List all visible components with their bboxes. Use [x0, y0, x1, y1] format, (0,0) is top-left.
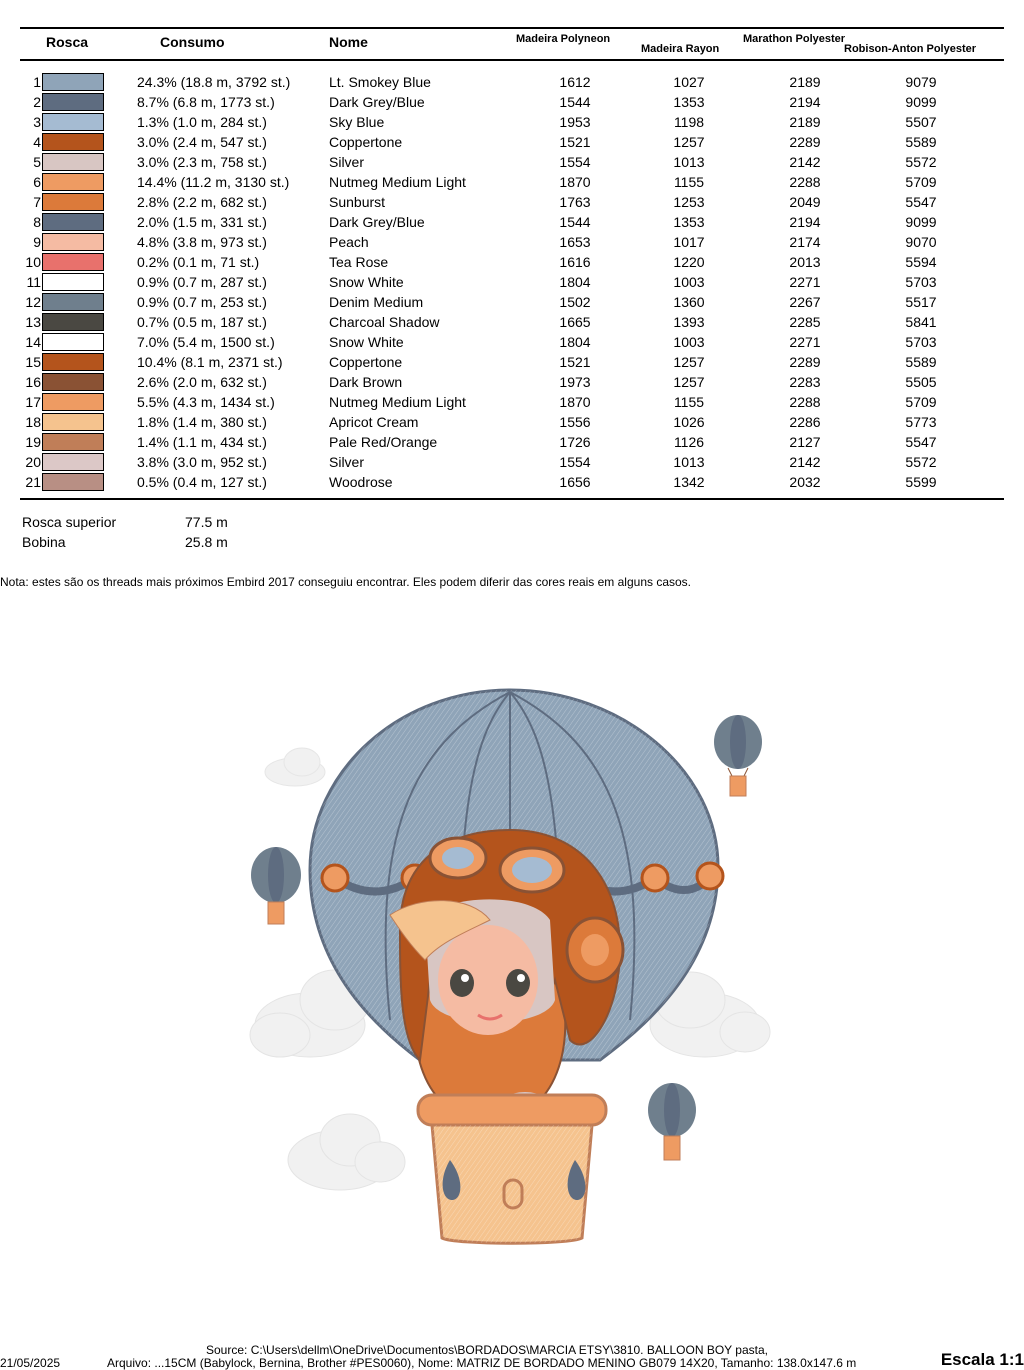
- balloon-basket: [418, 1095, 606, 1243]
- table-row: [0, 132, 1024, 152]
- row-consumo: 0.7% (0.5 m, 187 st.): [137, 314, 267, 330]
- row-madeira-polyneon: 1870: [559, 174, 591, 190]
- row-robison: 5599: [905, 474, 937, 490]
- row-consumo: 3.0% (2.3 m, 758 st.): [137, 154, 267, 170]
- row-nome: Silver: [329, 154, 365, 170]
- row-madeira-rayon: 1253: [673, 194, 705, 210]
- row-number: 17: [25, 394, 41, 410]
- row-number: 3: [33, 114, 41, 130]
- table-row: [0, 112, 1024, 132]
- row-madeira-polyneon: 1544: [559, 94, 591, 110]
- row-number: 18: [25, 414, 41, 430]
- row-number: 10: [25, 254, 41, 270]
- header-robison: Robison-Anton Polyester: [844, 43, 977, 55]
- row-madeira-polyneon: 1502: [559, 294, 591, 310]
- row-number: 15: [25, 354, 41, 370]
- table-row: [0, 292, 1024, 312]
- thread-color-swatch: [42, 293, 104, 311]
- table-row: [0, 392, 1024, 412]
- thread-color-swatch: [42, 73, 104, 91]
- thread-color-swatch: [42, 213, 104, 231]
- row-nome: Sky Blue: [329, 114, 385, 130]
- table-row: [0, 212, 1024, 232]
- table-row: [0, 232, 1024, 252]
- table-row: [0, 72, 1024, 92]
- row-madeira-rayon: 1155: [673, 394, 705, 410]
- row-madeira-rayon: 1026: [673, 414, 705, 430]
- row-consumo: 4.8% (3.8 m, 973 st.): [137, 234, 267, 250]
- row-nome: Denim Medium: [329, 294, 424, 310]
- row-robison: 5572: [905, 154, 937, 170]
- row-madeira-rayon: 1342: [673, 474, 705, 490]
- row-consumo: 0.5% (0.4 m, 127 st.): [137, 474, 267, 490]
- row-madeira-polyneon: 1763: [559, 194, 591, 210]
- row-robison: 5572: [905, 454, 937, 470]
- row-number: 8: [33, 214, 41, 230]
- header-nome: Nome: [329, 34, 368, 50]
- row-marathon: 2189: [789, 114, 821, 130]
- row-marathon: 2049: [789, 194, 821, 210]
- row-robison: 5547: [905, 194, 937, 210]
- row-robison: 9099: [905, 94, 937, 110]
- table-header-rule: [20, 59, 1004, 61]
- small-balloon-top-right: [714, 715, 762, 796]
- row-number: 14: [25, 334, 41, 350]
- row-consumo: 2.8% (2.2 m, 682 st.): [137, 194, 267, 210]
- row-robison: 5517: [905, 294, 937, 310]
- row-marathon: 2127: [789, 434, 821, 450]
- row-madeira-polyneon: 1554: [559, 454, 591, 470]
- table-row: [0, 192, 1024, 212]
- row-robison: 5507: [905, 114, 937, 130]
- row-nome: Woodrose: [329, 474, 393, 490]
- row-robison: 5709: [905, 174, 937, 190]
- row-consumo: 1.3% (1.0 m, 284 st.): [137, 114, 267, 130]
- row-madeira-polyneon: 1521: [559, 134, 591, 150]
- row-number: 4: [33, 134, 41, 150]
- header-consumo: Consumo: [160, 34, 225, 50]
- row-marathon: 2286: [789, 414, 821, 430]
- row-marathon: 2288: [789, 174, 821, 190]
- row-madeira-rayon: 1360: [673, 294, 705, 310]
- row-madeira-rayon: 1017: [673, 234, 705, 250]
- row-consumo: 2.6% (2.0 m, 632 st.): [137, 374, 267, 390]
- row-marathon: 2271: [789, 334, 821, 350]
- row-madeira-rayon: 1353: [673, 94, 705, 110]
- row-nome: Sunburst: [329, 194, 386, 210]
- thread-color-swatch: [42, 233, 104, 251]
- row-number: 21: [25, 474, 41, 490]
- row-number: 20: [25, 454, 41, 470]
- row-consumo: 0.2% (0.1 m, 71 st.): [137, 254, 260, 270]
- row-robison: 5773: [905, 414, 937, 430]
- row-nome: Pale Red/Orange: [329, 434, 438, 450]
- row-madeira-rayon: 1353: [673, 214, 705, 230]
- thread-color-swatch: [42, 173, 104, 191]
- row-robison: 5589: [905, 134, 937, 150]
- row-consumo: 0.9% (0.7 m, 287 st.): [137, 274, 267, 290]
- row-marathon: 2271: [789, 274, 821, 290]
- row-marathon: 2142: [789, 154, 821, 170]
- row-madeira-polyneon: 1804: [559, 274, 591, 290]
- row-madeira-rayon: 1013: [673, 154, 705, 170]
- row-nome: Apricot Cream: [329, 414, 419, 430]
- row-madeira-rayon: 1220: [673, 254, 705, 270]
- row-nome: Nutmeg Medium Light: [329, 174, 466, 190]
- row-robison: 9099: [905, 214, 937, 230]
- row-madeira-rayon: 1198: [673, 114, 705, 130]
- row-number: 2: [33, 94, 41, 110]
- row-number: 1: [33, 74, 41, 90]
- row-marathon: 2142: [789, 454, 821, 470]
- table-row: [0, 312, 1024, 332]
- row-marathon: 2289: [789, 354, 821, 370]
- row-madeira-rayon: 1257: [673, 354, 705, 370]
- row-consumo: 2.0% (1.5 m, 331 st.): [137, 214, 267, 230]
- thread-color-swatch: [42, 353, 104, 371]
- row-madeira-rayon: 1013: [673, 454, 705, 470]
- row-nome: Dark Grey/Blue: [329, 94, 425, 110]
- small-balloon-left: [251, 847, 301, 924]
- footer-file: Arquivo: ...15CM (Babylock, Bernina, Brother #PES0060), Nome: MATRIZ DE BORDADO MENINO GB079 14X20, Tamanho: 138.0x147.6 m: [107, 1356, 857, 1370]
- thread-color-swatch: [42, 153, 104, 171]
- footer-source: Source: C:\Users\dellm\OneDrive\Documentos\BORDADOS\MARCIA ETSY\3810. BALLOON BOY pasta,: [206, 1343, 768, 1357]
- row-madeira-polyneon: 1953: [559, 114, 591, 130]
- row-number: 9: [33, 234, 41, 250]
- row-madeira-polyneon: 1870: [559, 394, 591, 410]
- table-row: [0, 412, 1024, 432]
- table-row: [0, 432, 1024, 452]
- row-consumo: 1.8% (1.4 m, 380 st.): [137, 414, 267, 430]
- row-consumo: 24.3% (18.8 m, 3792 st.): [137, 74, 291, 90]
- row-marathon: 2194: [789, 94, 821, 110]
- row-robison: 5505: [905, 374, 937, 390]
- table-row: [0, 472, 1024, 492]
- table-top-rule: [20, 27, 1004, 29]
- total-top-label: Rosca superior: [22, 514, 117, 530]
- row-consumo: 3.8% (3.0 m, 952 st.): [137, 454, 267, 470]
- row-marathon: 2289: [789, 134, 821, 150]
- row-number: 12: [25, 294, 41, 310]
- row-number: 7: [33, 194, 41, 210]
- table-row: [0, 252, 1024, 272]
- thread-color-swatch: [42, 273, 104, 291]
- row-nome: Silver: [329, 454, 365, 470]
- row-madeira-polyneon: 1804: [559, 334, 591, 350]
- row-number: 16: [25, 374, 41, 390]
- row-madeira-rayon: 1155: [673, 174, 705, 190]
- row-marathon: 2013: [789, 254, 821, 270]
- row-marathon: 2174: [789, 234, 821, 250]
- total-top-value: 77.5 m: [185, 514, 228, 530]
- thread-color-swatch: [42, 333, 104, 351]
- row-number: 5: [33, 154, 41, 170]
- row-nome: Lt. Smokey Blue: [329, 74, 431, 90]
- row-consumo: 5.5% (4.3 m, 1434 st.): [137, 394, 275, 410]
- thread-color-swatch: [42, 433, 104, 451]
- row-madeira-rayon: 1126: [673, 434, 705, 450]
- total-bobbin-value: 25.8 m: [185, 534, 228, 550]
- row-number: 11: [26, 274, 41, 290]
- row-nome: Coppertone: [329, 134, 403, 150]
- table-row: [0, 172, 1024, 192]
- row-number: 13: [25, 314, 41, 330]
- row-madeira-polyneon: 1656: [559, 474, 591, 490]
- thread-color-swatch: [42, 373, 104, 391]
- footer-date: 21/05/2025: [0, 1356, 61, 1370]
- embroidery-preview: [240, 680, 780, 1260]
- row-madeira-polyneon: 1554: [559, 154, 591, 170]
- row-robison: 5589: [905, 354, 937, 370]
- table-bottom-rule: [20, 498, 1004, 500]
- row-robison: 5703: [905, 334, 937, 350]
- row-consumo: 10.4% (8.1 m, 2371 st.): [137, 354, 283, 370]
- thread-color-swatch: [42, 453, 104, 471]
- thread-color-swatch: [42, 253, 104, 271]
- row-marathon: 2189: [789, 74, 821, 90]
- row-marathon: 2288: [789, 394, 821, 410]
- row-consumo: 0.9% (0.7 m, 253 st.): [137, 294, 267, 310]
- row-madeira-polyneon: 1521: [559, 354, 591, 370]
- table-row: [0, 352, 1024, 372]
- table-row: [0, 92, 1024, 112]
- footer-scale: Escala 1:1: [940, 1350, 1024, 1369]
- row-consumo: 1.4% (1.1 m, 434 st.): [137, 434, 267, 450]
- thread-color-swatch: [42, 393, 104, 411]
- row-madeira-polyneon: 1616: [559, 254, 591, 270]
- row-nome: Dark Brown: [329, 374, 403, 390]
- table-row: [0, 452, 1024, 472]
- row-madeira-polyneon: 1726: [559, 434, 591, 450]
- row-madeira-rayon: 1257: [673, 374, 705, 390]
- row-madeira-polyneon: 1653: [559, 234, 591, 250]
- thread-color-swatch: [42, 133, 104, 151]
- row-madeira-polyneon: 1973: [559, 374, 591, 390]
- row-nome: Dark Grey/Blue: [329, 214, 425, 230]
- table-row: [0, 152, 1024, 172]
- row-nome: Snow White: [329, 334, 404, 350]
- row-nome: Coppertone: [329, 354, 403, 370]
- row-madeira-rayon: 1393: [673, 314, 705, 330]
- row-madeira-polyneon: 1544: [559, 214, 591, 230]
- row-robison: 5709: [905, 394, 937, 410]
- row-consumo: 3.0% (2.4 m, 547 st.): [137, 134, 267, 150]
- row-madeira-polyneon: 1612: [559, 74, 591, 90]
- row-nome: Tea Rose: [329, 254, 389, 270]
- row-nome: Peach: [329, 234, 369, 250]
- row-nome: Snow White: [329, 274, 404, 290]
- row-robison: 5547: [905, 434, 937, 450]
- row-consumo: 7.0% (5.4 m, 1500 st.): [137, 334, 275, 350]
- row-madeira-rayon: 1003: [673, 274, 705, 290]
- row-madeira-polyneon: 1665: [559, 314, 591, 330]
- row-robison: 5594: [905, 254, 937, 270]
- row-nome: Nutmeg Medium Light: [329, 394, 466, 410]
- header-madeira-polyneon: Madeira Polyneon: [516, 33, 611, 45]
- row-marathon: 2032: [789, 474, 821, 490]
- table-row: [0, 372, 1024, 392]
- row-robison: 9079: [905, 74, 937, 90]
- row-robison: 9070: [905, 234, 937, 250]
- total-bobbin-label: Bobina: [22, 534, 66, 550]
- row-marathon: 2285: [789, 314, 821, 330]
- row-robison: 5841: [905, 314, 937, 330]
- row-madeira-polyneon: 1556: [559, 414, 591, 430]
- thread-color-swatch: [42, 313, 104, 331]
- row-consumo: 14.4% (11.2 m, 3130 st.): [137, 174, 290, 190]
- thread-color-swatch: [42, 113, 104, 131]
- thread-color-swatch: [42, 193, 104, 211]
- note-text: Nota: estes são os threads mais próximos Embird 2017 conseguiu encontrar. Eles podem diferir das cores reais em alguns casos.: [0, 575, 692, 589]
- row-number: 19: [25, 434, 41, 450]
- cloud-top-left: [265, 748, 325, 786]
- row-nome: Charcoal Shadow: [329, 314, 440, 330]
- thread-color-swatch: [42, 473, 104, 491]
- thread-color-swatch: [42, 93, 104, 111]
- row-marathon: 2194: [789, 214, 821, 230]
- cloud-bottom-left: [288, 1114, 405, 1190]
- row-robison: 5703: [905, 274, 937, 290]
- header-madeira-rayon: Madeira Rayon: [641, 43, 720, 55]
- row-consumo: 8.7% (6.8 m, 1773 st.): [137, 94, 275, 110]
- row-madeira-rayon: 1027: [673, 74, 705, 90]
- small-balloon-bottom-right: [648, 1083, 696, 1160]
- aviator-boy: [390, 830, 623, 1132]
- row-marathon: 2267: [789, 294, 821, 310]
- row-marathon: 2283: [789, 374, 821, 390]
- table-row: [0, 332, 1024, 352]
- row-madeira-rayon: 1257: [673, 134, 705, 150]
- header-marathon: Marathon Polyester: [743, 33, 846, 45]
- row-number: 6: [33, 174, 41, 190]
- row-madeira-rayon: 1003: [673, 334, 705, 350]
- header-rosca: Rosca: [46, 34, 89, 50]
- thread-color-swatch: [42, 413, 104, 431]
- table-row: [0, 272, 1024, 292]
